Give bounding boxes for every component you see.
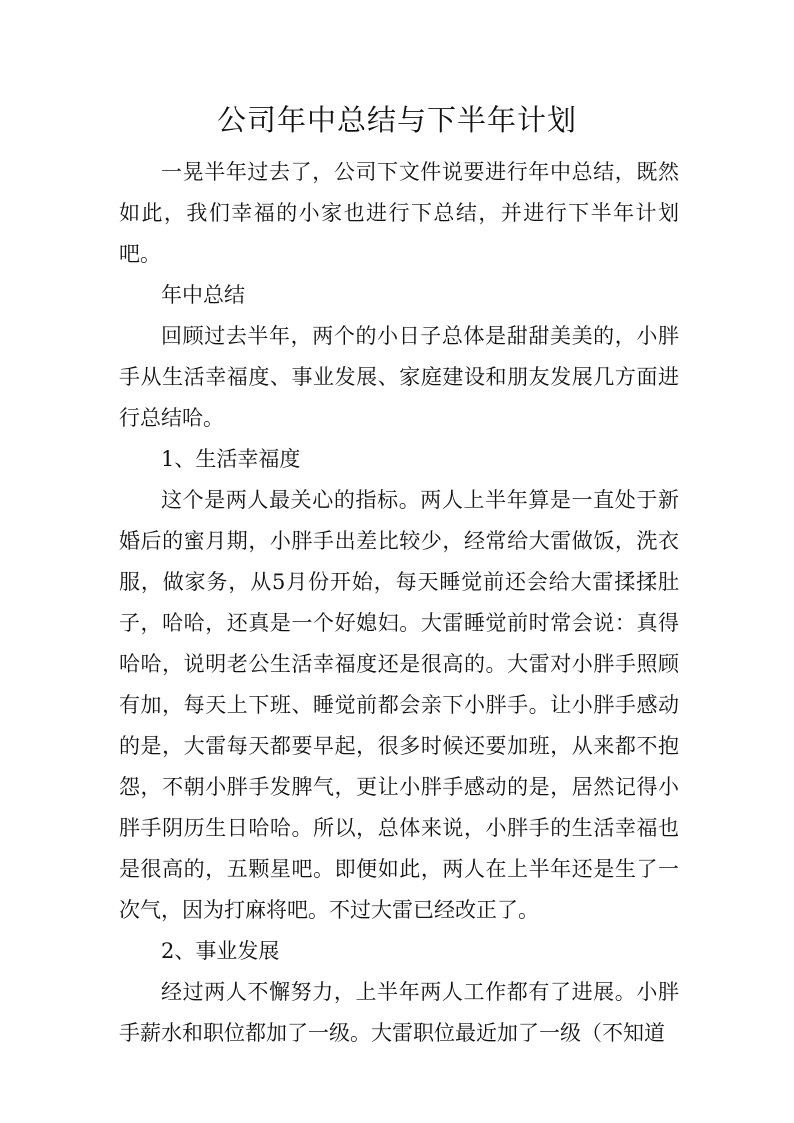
section-heading-mid-year-summary: 年中总结 <box>161 283 245 307</box>
document-body <box>119 152 679 1054</box>
review-paragraph: 回顾过去半年，两个的小日子总体是甜甜美美的，小胖手从生活幸福度、事业发展、家庭建设和朋友发展几方面进行总结哈。 <box>119 324 679 430</box>
subheading-career-development: 2、事业发展 <box>161 939 280 963</box>
document-title: 公司年中总结与下半年计划 <box>216 103 577 137</box>
career-development-paragraph: 经过两人不懈努力，上半年两人工作都有了进展。小胖手薪水和职位都加了一级。大雷职位最近加了一级（不知道 <box>119 980 679 1045</box>
intro-paragraph: 一晃半年过去了，公司下文件说要进行年中总结，既然如此，我们幸福的小家也进行下总结，并进行下半年计划吧。 <box>119 160 679 266</box>
life-happiness-paragraph: 这个是两人最关心的指标。两人上半年算是一直处于新婚后的蜜月期，小胖手出差比较少，经常给大雷做饭，洗衣服，做家务，从5月份开始，每天睡觉前还会给大雷揉揉肚子，哈哈，还真是一个好媳妇。大雷睡觉前时常会说：真得哈哈，说明老公生活幸福度还是很高的。大雷对小胖手照顾有加，每天上下班、睡觉前都会亲下小胖手。让小胖手感动的是，大雷每天都要早起，很多时候还要加班，从来都不抱怨，不朝小胖手发脾气，更让小胖手感动的是，居然记得小胖手阴历生日哈哈。所以，总体来说，小胖手的生活幸福也是很高的，五颗星吧。即便如此，两人在上半年还是生了一次气，因为打麻将吧。不过大雷已经改正了。 <box>119 488 679 922</box>
subheading-life-happiness: 1、生活幸福度 <box>161 447 301 471</box>
